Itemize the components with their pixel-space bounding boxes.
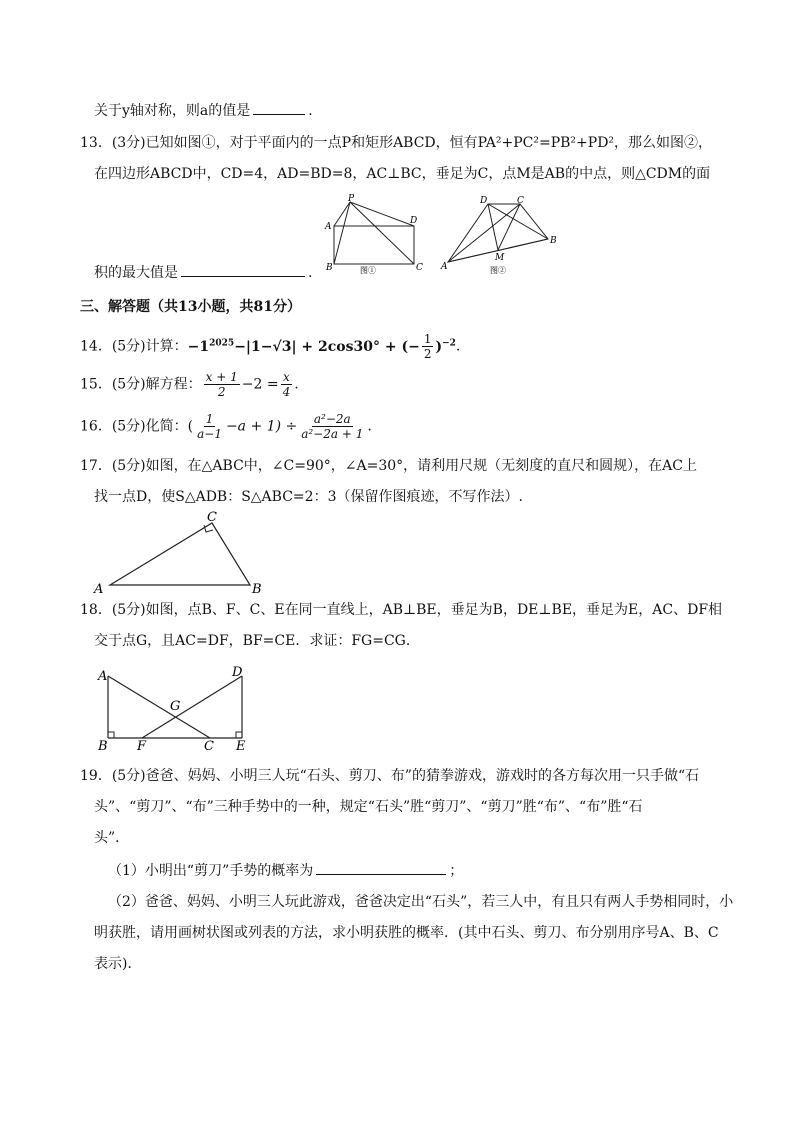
q19-line3: 头”．: [94, 830, 130, 846]
q14-exp2: −2: [442, 337, 456, 348]
q14-term-b: −|1−√3| + 2cos30° + (−: [234, 338, 420, 355]
q14-exp1: 2025: [209, 337, 235, 348]
q15-frac2-num: x: [283, 370, 290, 384]
q18-line2: 交于点G，且AC=DF，BF=CE．求证：FG=CG．: [94, 633, 420, 649]
q16-prefix: 16．(5分)化简：(: [80, 418, 194, 435]
q15-fraction-1: [204, 370, 240, 399]
q14: [80, 332, 460, 361]
q16-mid: −a + 1) ÷: [225, 418, 298, 435]
q18-label-f: F: [137, 739, 147, 754]
q13-line2: 在四边形ABCD中，CD=4，AD=BD=8，AC⊥BC，垂足为C，点M是AB的中点，则△CDM的面: [94, 166, 711, 182]
section-3-heading: 三、解答题（共13小题，共81分）: [80, 299, 301, 315]
fig2-label-d: D: [480, 196, 488, 206]
q16-end: .: [367, 418, 372, 435]
q19-sub1-text: （1）小明出“剪刀”手势的概率为: [108, 863, 314, 879]
q19-sub2-line3: 表示)．: [94, 956, 142, 972]
q12-answer-blank[interactable]: [253, 100, 305, 115]
q19-line1: 19．(5分)爸爸、妈妈、小明三人玩“石头、剪刀、布”的猜拳游戏，游戏时的各方每次用一只手做“石: [80, 768, 700, 784]
q18-label-b: B: [98, 739, 108, 754]
fig2-label-m: M: [495, 253, 505, 263]
q12-tail: [94, 100, 313, 121]
q13-line1: 13．(3分)已知如图①，对于平面内的一点P和矩形ABCD，恒有PA²+PC²=PB²+PD²，那么如图②，: [80, 135, 713, 151]
q14-fraction: [422, 332, 434, 361]
fig2-label-c: C: [517, 196, 524, 206]
q16: [80, 412, 372, 441]
q15-prefix: 15．(5分)解方程：: [80, 376, 202, 393]
q12-end: .: [308, 103, 313, 119]
q19-sub2-line1: （2）爸爸、妈妈、小明三人玩此游戏，爸爸决定出“石头”，若三人中，有且只有两人手势相同时，小: [108, 894, 734, 910]
q13-figure-2: [440, 192, 564, 276]
q17-label-c: C: [207, 510, 217, 525]
q16-frac2-num: a²−2a: [313, 412, 351, 426]
q14-frac-num: 1: [423, 332, 432, 346]
q16-fraction-2: [299, 412, 365, 441]
q15-mid: −2 =: [241, 376, 279, 393]
q14-end: .: [455, 338, 461, 355]
q19-sub2-line2: 明获胜，请用画树状图或列表的方法，求小明获胜的概率．(其中石头、剪刀、布分别用序号A、B、C: [94, 925, 719, 941]
q17-label-a: A: [94, 582, 104, 597]
q13-line3-text: 积的最大值是: [94, 265, 178, 281]
q14-prefix: 14．(5分)计算：: [80, 338, 188, 355]
q13-line3: [94, 262, 312, 283]
q17-label-b: B: [252, 582, 262, 597]
q13-answer-blank[interactable]: [181, 262, 305, 277]
fig1-label-c: C: [416, 263, 423, 273]
q19-line2: 头”、“剪刀”、“布”三种手势中的一种，规定“石头”胜“剪刀”、“剪刀”胜“布”、“布”胜“石: [94, 799, 643, 815]
fig1-label-a: A: [325, 222, 332, 232]
q15-end: .: [294, 376, 299, 393]
q17-line1: 17．(5分)如图，在△ABC中，∠C=90°，∠A=30°，请利用尺规（无刻度的直尺和圆规），在AC上: [80, 458, 697, 474]
q13-figure-1: [320, 192, 430, 276]
q12-tail-text: 关于y轴对称，则a的值是: [94, 103, 251, 119]
q19-answer-blank[interactable]: [316, 860, 446, 875]
q14-term-c: ): [435, 338, 443, 355]
q16-frac1-num: 1: [205, 412, 214, 426]
q15-frac1-num: x + 1: [205, 370, 238, 384]
q18-line1: 18．(5分)如图，点B、F、C、E在同一直线上，AB⊥BE，垂足为B，DE⊥BE，垂足为E，AC、DF相: [80, 602, 723, 618]
fig1-label-b: B: [326, 263, 333, 273]
q17-figure: [90, 508, 270, 598]
q18-label-d: D: [232, 665, 243, 680]
q18-label-e: E: [236, 739, 246, 754]
q15-frac2-den: 4: [282, 385, 291, 399]
q16-frac1-den: a−1: [197, 427, 222, 441]
q16-frac2-den: a²−2a + 1: [301, 427, 364, 441]
q18-figure: [94, 662, 254, 754]
q14-frac-den: 2: [423, 347, 432, 361]
fig2-caption: 图②: [490, 266, 506, 275]
q18-label-c: C: [204, 739, 214, 754]
fig2-label-b: B: [550, 236, 557, 246]
q15: [80, 370, 299, 399]
q16-fraction-1: [195, 412, 224, 441]
q14-term-a: −1: [187, 338, 210, 355]
q13-end: .: [308, 265, 313, 281]
q18-label-a: A: [98, 669, 108, 684]
q19-sub1-end: ；: [449, 863, 464, 879]
fig1-label-d: D: [410, 216, 418, 226]
q19-sub1: [108, 860, 463, 881]
q18-label-g: G: [170, 699, 181, 714]
q17-line2: 找一点D，使S△ADB：S△ABC=2：3（保留作图痕迹，不写作法）.: [94, 489, 523, 505]
fig1-caption: 图①: [360, 266, 376, 275]
fig2-label-a: A: [441, 262, 448, 272]
fig1-label-p: P: [348, 194, 355, 204]
q15-fraction-2: [281, 370, 293, 399]
q15-frac1-den: 2: [217, 385, 226, 399]
